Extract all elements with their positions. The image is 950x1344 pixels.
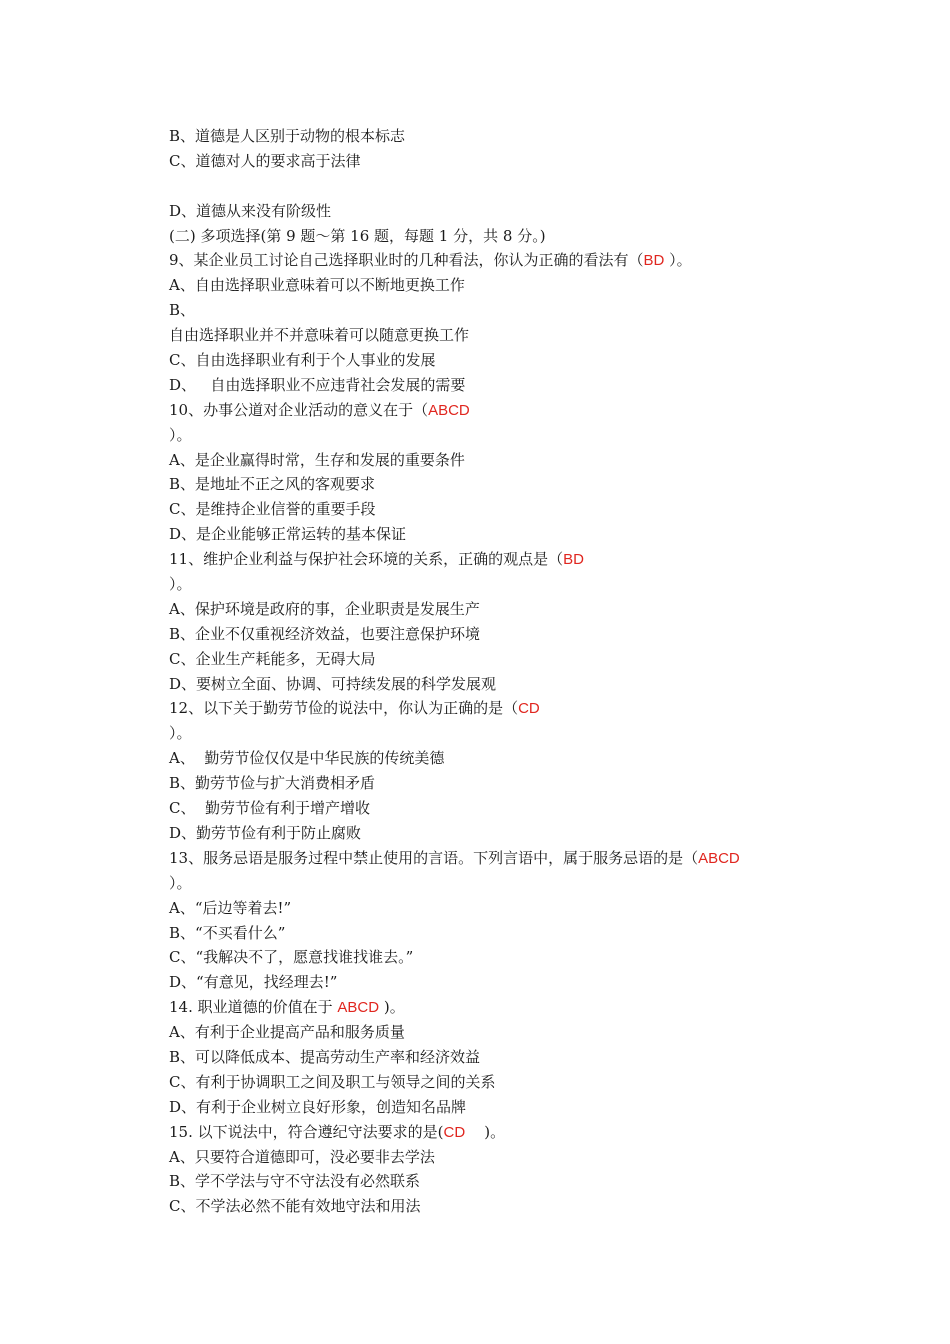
answer-key: ABCD <box>337 999 380 1017</box>
line-text-after: )。 <box>465 1122 506 1141</box>
text-line <box>169 298 819 323</box>
text-line <box>169 472 819 497</box>
line-text: C、 勤劳节俭有利于增产增收 <box>169 799 371 818</box>
text-line <box>169 846 819 871</box>
line-text: D、道德从来没有阶级性 <box>169 201 332 220</box>
line-text: B、 <box>169 301 196 320</box>
text-line <box>169 547 819 572</box>
text-line <box>169 522 819 547</box>
text-line <box>169 273 819 298</box>
line-text: D、“有意见，找经理去!” <box>169 973 338 992</box>
text-line <box>169 871 819 896</box>
text-line <box>169 796 819 821</box>
line-text: 11、维护企业利益与保护社会环境的关系，正确的观点是（ <box>169 550 564 569</box>
text-line <box>169 323 819 348</box>
text-line <box>169 124 819 149</box>
text-line <box>169 647 819 672</box>
text-line <box>169 199 819 224</box>
line-text: 自由选择职业并不并意味着可以随意更换工作 <box>169 326 470 345</box>
line-text: C、有利于协调职工之间及职工与领导之间的关系 <box>169 1072 496 1091</box>
line-text: D、要树立全面、协调、可持续发展的科学发展观 <box>169 674 497 693</box>
line-text: B、“不买看什么” <box>169 923 286 942</box>
line-text: B、企业不仅重视经济效益，也要注意保护环境 <box>169 624 481 643</box>
text-line <box>169 572 819 597</box>
line-text: D、勤劳节俭有利于防止腐败 <box>169 823 362 842</box>
text-line <box>169 1145 819 1170</box>
text-line <box>169 771 819 796</box>
line-text-after: ）。 <box>664 251 692 270</box>
line-text: D、是企业能够正常运转的基本保证 <box>169 525 407 544</box>
line-text: 13、服务忌语是服务过程中禁止使用的言语。下列言语中，属于服务忌语的是（ <box>169 848 699 867</box>
text-line <box>169 1169 819 1194</box>
text-line <box>169 1194 819 1219</box>
line-text: 14. 职业道德的价值在于 <box>169 998 338 1017</box>
line-text: A、有利于企业提高产品和服务质量 <box>169 1023 405 1042</box>
text-line <box>169 597 819 622</box>
line-text: ）。 <box>169 873 192 892</box>
line-text: B、学不学法与守不守法没有必然联系 <box>169 1172 421 1191</box>
text-line <box>169 423 819 448</box>
line-text: B、勤劳节俭与扩大消费相矛盾 <box>169 774 376 793</box>
line-text: A、是企业赢得时常，生存和发展的重要条件 <box>169 450 465 469</box>
line-text: C、“我解决不了，愿意找谁找谁去。” <box>169 948 414 967</box>
text-line <box>169 149 819 174</box>
text-line <box>169 696 819 721</box>
text-line <box>169 970 819 995</box>
text-line <box>169 248 819 273</box>
text-line <box>169 1070 819 1095</box>
answer-key: ABCD <box>428 401 470 419</box>
text-line <box>169 497 819 522</box>
line-text: C、企业生产耗能多，无碍大局 <box>169 649 376 668</box>
line-text: C、不学法必然不能有效地守法和用法 <box>169 1197 421 1216</box>
line-text: ）。 <box>169 575 192 594</box>
answer-key: CD <box>443 1123 466 1141</box>
text-line <box>169 373 819 398</box>
line-text: 12、以下关于勤劳节俭的说法中，你认为正确的是（ <box>169 699 519 718</box>
text-line <box>169 746 819 771</box>
line-text: B、可以降低成本、提高劳动生产率和经济效益 <box>169 1047 481 1066</box>
line-text: A、“后边等着去!” <box>169 898 292 917</box>
line-text: B、是地址不正之风的客观要求 <box>169 475 376 494</box>
text-line <box>169 896 819 921</box>
text-line <box>169 398 819 423</box>
text-line <box>169 672 819 697</box>
text-line <box>169 1120 819 1145</box>
text-line <box>169 1095 819 1120</box>
answer-key: CD <box>518 700 540 718</box>
text-line <box>169 348 819 373</box>
answer-key: ABCD <box>698 849 740 867</box>
line-text: ）。 <box>169 724 192 743</box>
text-line <box>169 945 819 970</box>
line-text: ）。 <box>169 425 192 444</box>
line-text: C、是维持企业信誉的重要手段 <box>169 500 376 519</box>
line-text: D、 自由选择职业不应违背社会发展的需要 <box>169 375 466 394</box>
document-body <box>169 124 819 1219</box>
line-text: D、有利于企业树立良好形象，创造知名品牌 <box>169 1097 467 1116</box>
line-text: C、自由选择职业有利于个人事业的发展 <box>169 351 436 370</box>
text-line <box>169 1045 819 1070</box>
line-text: A、自由选择职业意味着可以不断地更换工作 <box>169 276 465 295</box>
text-line <box>169 448 819 473</box>
text-line <box>169 721 819 746</box>
line-text-after: )。 <box>379 998 405 1017</box>
text-line <box>169 622 819 647</box>
line-text: (二) 多项选择(第 9 题～第 16 题，每题 1 分，共 8 分。) <box>169 226 546 245</box>
answer-key: BD <box>563 551 584 569</box>
line-text: A、保护环境是政府的事，企业职责是发展生产 <box>169 599 480 618</box>
text-line <box>169 1020 819 1045</box>
line-text: 9、某企业员工讨论自己选择职业时的几种看法，你认为正确的看法有（ <box>169 251 644 270</box>
line-text: C、道德对人的要求高于法律 <box>169 151 361 170</box>
line-text: A、只要符合道德即可，没必要非去学法 <box>169 1147 435 1166</box>
text-line <box>169 224 819 249</box>
line-text: B、道德是人区别于动物的根本标志 <box>169 127 406 145</box>
answer-key: BD <box>643 252 665 270</box>
text-line <box>169 995 819 1020</box>
text-line <box>169 821 819 846</box>
line-text: A、 勤劳节俭仅仅是中华民族的传统美德 <box>169 749 445 768</box>
text-line <box>169 921 819 946</box>
line-text: 10、办事公道对企业活动的意义在于（ <box>169 400 429 419</box>
line-text: 15. 以下说法中，符合遵纪守法要求的是( <box>169 1122 444 1141</box>
blank-line <box>169 174 819 199</box>
